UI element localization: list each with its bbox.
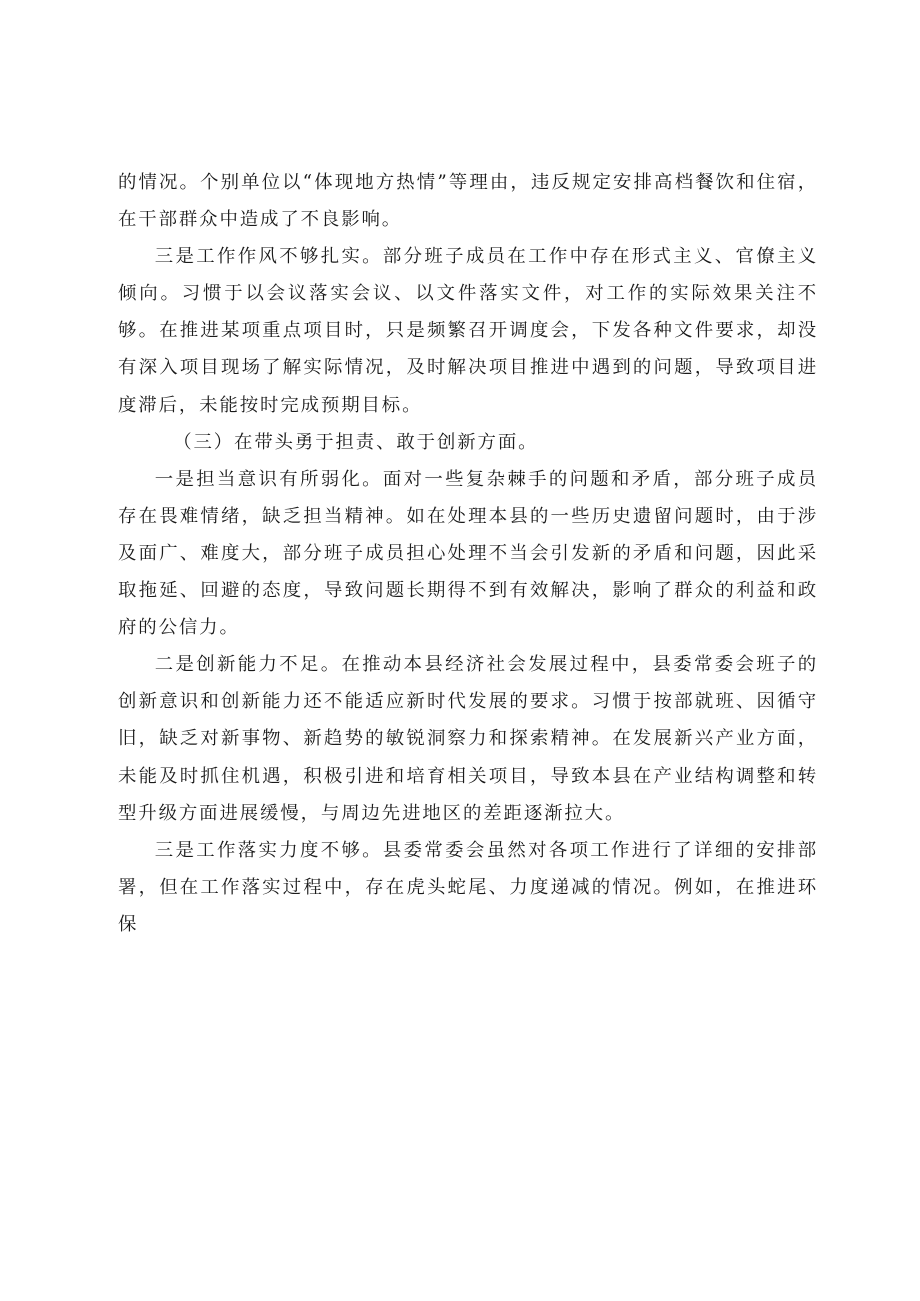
paragraph-responsibility: 一是担当意识有所弱化。面对一些复杂棘手的问题和矛盾，部分班子成员存在畏难情绪，缺乏担当精神。如在处理本县的一些历史遗留问题时，由于涉及面广、难度大，部分班子成员担心处理不当会引发新的矛盾和问题，因此采取拖延、回避的态度，导致问题长期得不到有效解决，影响了群众的利益和政府的公信力。	[118, 468, 818, 639]
paragraph-continuation: 的情况。个别单位以“体现地方热情”等理由，违反规定安排高档餐饮和住宿，在干部群众中造成了不良影响。	[118, 172, 818, 231]
paragraph-implementation: 三是工作落实力度不够。县委常委会虽然对各项工作进行了详细的安排部署，但在工作落实过程中，存在虎头蛇尾、力度递减的情况。例如，在推进环保	[118, 839, 818, 935]
paragraph-work-style: 三是工作作风不够扎实。部分班子成员在工作中存在形式主义、官僚主义倾向。习惯于以会议落实会议、以文件落实文件，对工作的实际效果关注不够。在推进某项重点项目时，只是频繁召开调度会，下发各种文件要求，却没有深入项目现场了解实际情况，及时解决项目推进中遇到的问题，导致项目进度滞后，未能按时完成预期目标。	[118, 246, 818, 416]
document-body	[118, 164, 818, 943]
section-heading: （三）在带头勇于担责、敢于创新方面。	[173, 431, 539, 453]
paragraph-innovation: 二是创新能力不足。在推动本县经济社会发展过程中，县委常委会班子的创新意识和创新能力还不能适应新时代发展的要求。习惯于按部就班、因循守旧，缺乏对新事物、新趋势的敏锐洞察力和探索精神。在发展新兴产业方面，未能及时抓住机遇，积极引进和培育相关项目，导致本县在产业结构调整和转型升级方面进展缓慢，与周边先进地区的差距逐渐拉大。	[118, 654, 818, 824]
